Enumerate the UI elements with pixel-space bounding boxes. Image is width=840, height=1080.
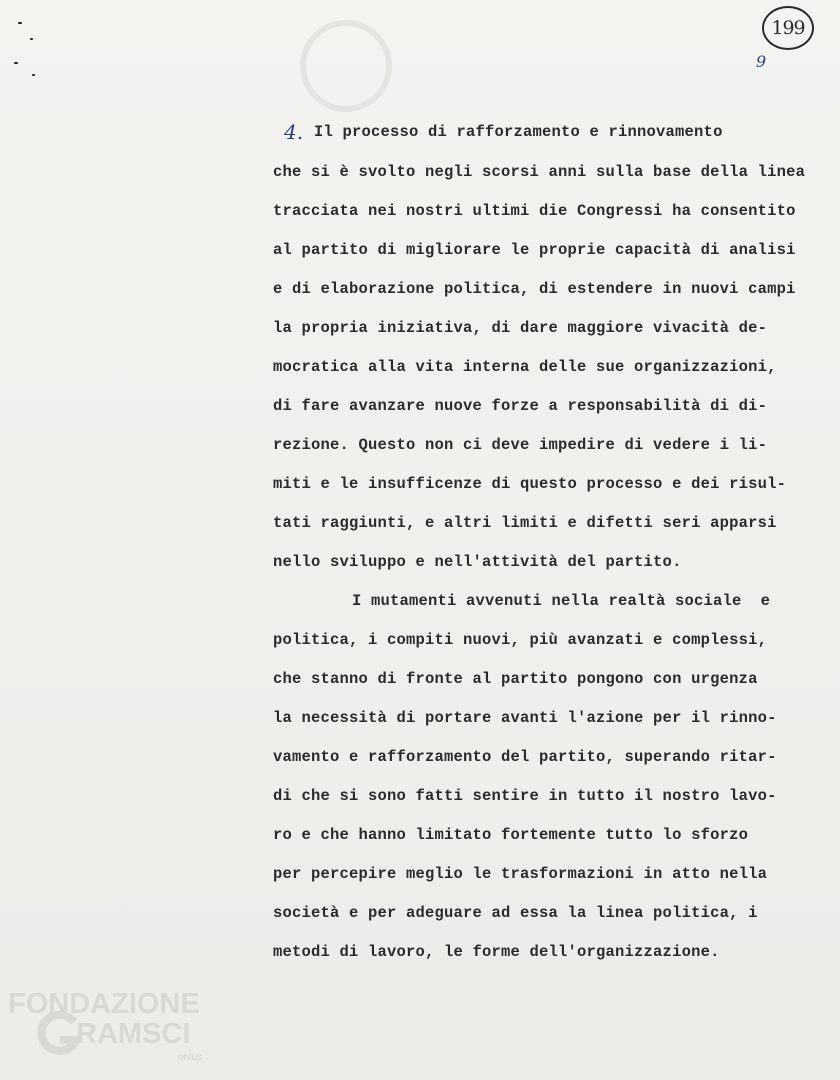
watermark-g-icon — [36, 1010, 80, 1058]
text-line: la propria iniziativa, di dare maggiore vivacità de- — [273, 319, 768, 337]
text-line: che stanno di fronte al partito pongono con urgenza — [273, 670, 758, 688]
fondazione-gramsci-watermark — [8, 988, 218, 1068]
text-line: che si è svolto negli scorsi anni sulla base della linea — [273, 163, 806, 181]
text-line: Il processo di rafforzamento e rinnovamento — [314, 123, 723, 141]
text-line: politica, i compiti nuovi, più avanzati e complessi, — [273, 631, 768, 649]
text-line: e di elaborazione politica, di estendere in nuovi campi — [273, 280, 796, 298]
watermark-line1: FONDAZIONE — [8, 988, 200, 1020]
text-line: miti e le insufficenze di questo processo e dei risul- — [273, 475, 787, 493]
text-line: al partito di migliorare le proprie capacità di analisi — [273, 241, 796, 259]
text-line: di che si sono fatti sentire in tutto il nostro lavo- — [273, 787, 777, 805]
text-line: rezione. Questo non ci deve impedire di vedere i li- — [273, 436, 768, 454]
text-line: tati raggiunti, e altri limiti e difetti seri apparsi — [273, 514, 777, 532]
text-line: società e per adeguare ad essa la linea politica, i — [273, 904, 758, 922]
text-line: nello sviluppo e nell'attività del partito. — [273, 553, 682, 571]
page-number-circled: 199 — [762, 6, 814, 50]
watermark-suffix: onlus — [178, 1052, 202, 1063]
text-line: la necessità di portare avanti l'azione per il rinno- — [273, 709, 777, 727]
text-line: ro e che hanno limitato fortemente tutto lo sforzo — [273, 826, 749, 844]
text-line: mocratica alla vita interna delle sue organizzazioni, — [273, 358, 777, 376]
text-line: metodi di lavoro, le forme dell'organizzazione. — [273, 943, 720, 961]
blue-handwritten-mark: 9 — [756, 52, 767, 71]
text-line: di fare avanzare nuove forze a responsabilità di di- — [273, 397, 768, 415]
text-line: tracciata nei nostri ultimi die Congressi ha consentito — [273, 202, 796, 220]
paragraph-number: 4. — [284, 120, 304, 144]
paper-stain — [300, 20, 392, 112]
text-line: vamento e rafforzamento del partito, superando ritar- — [273, 748, 777, 766]
text-line: I mutamenti avvenuti nella realtà sociale e — [352, 592, 771, 610]
watermark-line2: RAMSCI — [76, 1018, 191, 1050]
text-line: per percepire meglio le trasformazioni in atto nella — [273, 865, 768, 883]
